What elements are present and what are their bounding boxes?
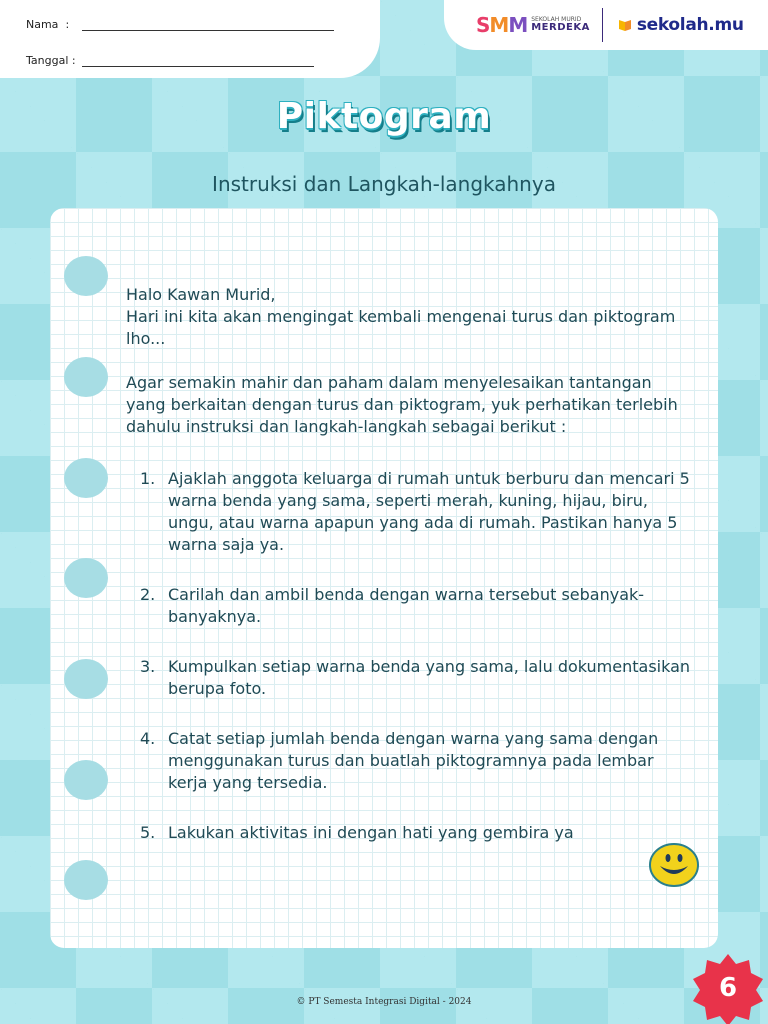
list-item: 4. Catat setiap jumlah benda dengan warna yang sama dengan menggunakan turus dan buatlah piktogramnya pada lembar kerja yang tersedia. bbox=[140, 729, 659, 792]
binder-hole bbox=[64, 256, 108, 296]
tanggal-label: Tanggal : bbox=[26, 54, 76, 67]
list-item: 1. Ajaklah anggota keluarga di rumah untuk berburu dan mencari 5 warna benda yang sama, seperti merah, kuning, hijau, biru, ungu, atau warna apapun yang ada di rumah. Pastikan hanya 5 warna saja ya. bbox=[140, 469, 690, 554]
smm-logo bbox=[476, 13, 590, 37]
sekolahmu-logo bbox=[617, 15, 744, 35]
smiley-icon bbox=[648, 840, 700, 888]
smm-mark: SMM bbox=[476, 13, 528, 37]
binder-hole bbox=[64, 357, 108, 397]
sekolahmu-text: sekolah.mu bbox=[636, 15, 744, 35]
greeting: Halo Kawan Murid, bbox=[126, 285, 276, 304]
binder-hole bbox=[64, 860, 108, 900]
student-info-card bbox=[0, 0, 380, 78]
intro-line: Hari ini kita akan mengingat kembali mengenai turus dan piktogram lho... bbox=[126, 307, 676, 348]
smm-line1: SEKOLAH MURID bbox=[531, 16, 582, 23]
logo-bar bbox=[444, 0, 768, 50]
page-title: Piktogram bbox=[276, 96, 492, 137]
book-icon bbox=[617, 17, 633, 33]
smm-line2: MERDEKA bbox=[531, 22, 590, 33]
copyright-footer: © PT Semesta Integrasi Digital - 2024 bbox=[296, 997, 472, 1007]
instructions-content bbox=[126, 284, 696, 872]
list-item: 2. Carilah dan ambil benda dengan warna tersebut sebanyak-banyaknya. bbox=[140, 585, 645, 626]
intro-paragraph: Agar semakin mahir dan paham dalam menyelesaikan tantangan yang berkaitan dengan turus dan piktogram, yuk perhatikan terlebih dahulu instruksi dan langkah-langkah sebagai berikut : bbox=[126, 373, 678, 436]
logo-divider bbox=[602, 8, 603, 42]
binder-hole bbox=[64, 558, 108, 598]
binder-hole bbox=[64, 458, 108, 498]
list-item: 3. Kumpulkan setiap warna benda yang sama, lalu dokumentasikan berupa foto. bbox=[140, 657, 691, 698]
steps-list bbox=[126, 468, 696, 844]
intro-text bbox=[126, 284, 696, 350]
tanggal-field bbox=[26, 54, 314, 67]
list-item: 5. Lakukan aktivitas ini dengan hati yang gembira ya bbox=[140, 823, 574, 842]
page-subtitle: Instruksi dan Langkah-langkahnya bbox=[212, 172, 556, 196]
page-number: 6 bbox=[718, 973, 738, 1003]
nama-line[interactable] bbox=[82, 19, 334, 31]
nama-label: Nama : bbox=[26, 18, 70, 31]
nama-field bbox=[26, 18, 334, 31]
tanggal-line[interactable] bbox=[82, 55, 314, 67]
binder-hole bbox=[64, 659, 108, 699]
binder-hole bbox=[64, 760, 108, 800]
